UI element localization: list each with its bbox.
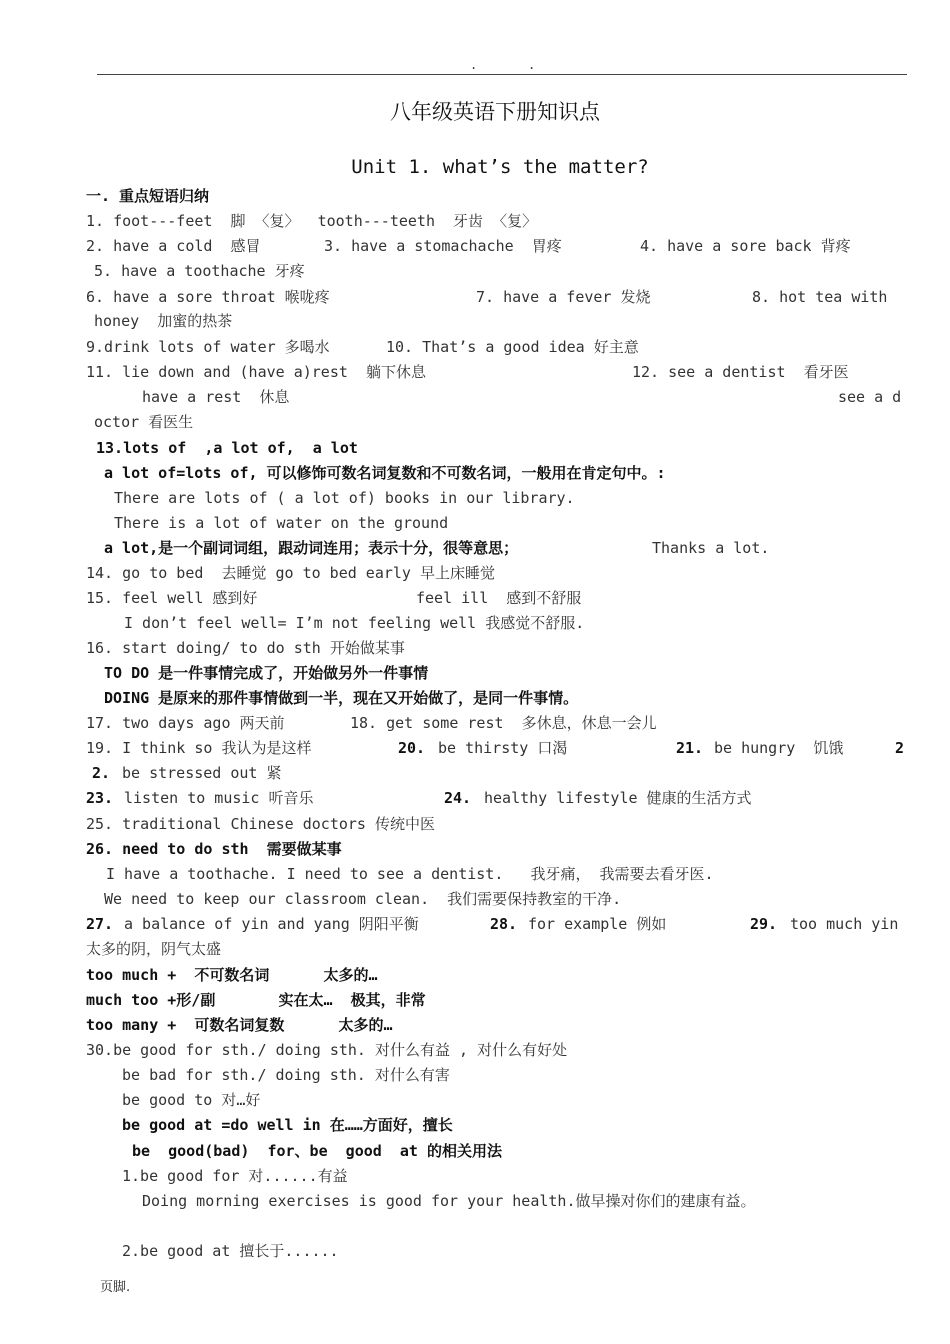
example-sentence: I have a toothache. I need to see a dentist. 我牙痛， 我需要去看牙医. — [106, 865, 714, 883]
item-number: 24. — [444, 789, 472, 807]
example-sentence: Thanks a lot. — [652, 539, 770, 557]
item-number: 21. — [676, 739, 704, 757]
phrase-item: 15. feel well 感到好 — [86, 589, 258, 607]
header-rule — [97, 74, 907, 75]
phrase-item: 6. have a sore throat 喉咙疼 — [86, 288, 330, 306]
grammar-rule: much too +形/副 实在太… 极其，非常 — [86, 991, 426, 1009]
phrase-item: have a rest 休息 — [142, 388, 290, 406]
phrase-item: 19. I think so 我认为是这样 — [86, 739, 312, 757]
phrase-line: be good to 对…好 — [122, 1091, 261, 1109]
grammar-note: a lot,是一个副词词组，跟动词连用；表示十分，很等意思； — [104, 539, 519, 557]
phrase-item: 17. two days ago 两天前 — [86, 714, 285, 732]
item-number: 2. — [92, 764, 111, 782]
item-number: 29. — [750, 915, 778, 933]
phrase-line: be bad for sth./ doing sth. 对什么有害 — [122, 1066, 450, 1084]
phrase-item: healthy lifestyle 健康的生活方式 — [484, 789, 752, 807]
phrase-line: 25. traditional Chinese doctors 传统中医 — [86, 815, 435, 833]
phrase-item: 18. get some rest 多休息，休息一会儿 — [350, 714, 657, 732]
phrase-item: 8. hot tea with — [752, 288, 888, 306]
phrase-line: 16. start doing/ to do sth 开始做某事 — [86, 639, 405, 657]
usage-item: 2.be good at 擅长于...... — [122, 1242, 339, 1260]
item-number: 27. — [86, 915, 114, 933]
item-number: 2 — [895, 739, 905, 757]
grammar-rule: too many + 可数名词复数 太多的… — [86, 1016, 393, 1034]
item-number: 28. — [490, 915, 518, 933]
item-number: 23. — [86, 789, 114, 807]
phrase-item: a balance of yin and yang 阴阳平衡 — [124, 915, 419, 933]
phrase-item: be hungry 饥饿 — [714, 739, 844, 757]
phrase-heading: 13.lots of ,a lot of, a lot — [96, 439, 358, 457]
header-mark-left: . — [470, 58, 478, 72]
page-footer: 页脚. — [100, 1280, 131, 1295]
phrase-item: 3. have a stomachache 胃疼 — [324, 237, 562, 255]
section-heading: 一. 重点短语归纳 — [86, 187, 210, 205]
phrase-line: 5. have a toothache 牙疼 — [94, 262, 305, 280]
example-sentence: There is a lot of water on the ground — [114, 514, 449, 532]
phrase-line: octor 看医生 — [94, 413, 194, 431]
grammar-note: a lot of=lots of, 可以修饰可数名词复数和不可数名词，一般用在肯定句中。: — [104, 464, 666, 482]
example-sentence: There are lots of ( a lot of) books in our library. — [114, 489, 575, 507]
phrase-line: 1. foot---feet 脚 〈复〉 tooth---teeth 牙齿 〈复〉 — [86, 212, 538, 230]
phrase-item: 7. have a fever 发烧 — [476, 288, 651, 306]
header-mark-right: . — [528, 58, 536, 72]
usage-heading: be good(bad) for、be good at 的相关用法 — [132, 1142, 502, 1160]
item-number: 20. — [398, 739, 426, 757]
phrase-item: 4. have a sore back 背疼 — [640, 237, 851, 255]
phrase-item: for example 例如 — [528, 915, 667, 933]
unit-title: Unit 1. what’s the matter? — [351, 156, 649, 178]
example-sentence: Doing morning exercises is good for your health.做早操对你们的建康有益。 — [142, 1192, 756, 1210]
grammar-note: DOING 是原来的那件事情做到一半，现在又开始做了，是同一件事情。 — [104, 689, 579, 707]
phrase-item: 11. lie down and (have a)rest 躺下休息 — [86, 363, 426, 381]
phrase-item: 2. have a cold 感冒 — [86, 237, 261, 255]
phrase-item: feel ill 感到不舒服 — [416, 589, 582, 607]
example-sentence: I don’t feel well= I’m not feeling well 我感觉不舒服. — [124, 614, 585, 632]
phrase-line: honey 加蜜的热茶 — [94, 312, 233, 330]
example-sentence: We need to keep our classroom clean. 我们需要保持教室的干净. — [104, 890, 622, 908]
phrase-item: too much yin — [790, 915, 899, 933]
phrase-item: listen to music 听音乐 — [124, 789, 314, 807]
usage-item: 1.be good for 对......有益 — [122, 1167, 348, 1185]
phrase-line: 30.be good for sth./ doing sth. 对什么有益 , 对什么有好处 — [86, 1041, 568, 1059]
grammar-rule: too much + 不可数名词 太多的… — [86, 966, 378, 984]
grammar-note: TO DO 是一件事情完成了，开始做另外一件事情 — [104, 664, 429, 682]
phrase-item: 9.drink lots of water 多喝水 — [86, 338, 330, 356]
phrase-item: be thirsty 口渴 — [438, 739, 568, 757]
page-title: 八年级英语下册知识点 — [390, 100, 600, 124]
phrase-item: 10. That’s a good idea 好主意 — [386, 338, 639, 356]
phrase-item: be stressed out 紧 — [122, 764, 282, 782]
phrase-line: 太多的阴，阴气太盛 — [86, 940, 222, 958]
grammar-rule: be good at =do well in 在……方面好，擅长 — [122, 1116, 453, 1134]
phrase-item: see a d — [838, 388, 902, 406]
phrase-heading: 26. need to do sth 需要做某事 — [86, 840, 342, 858]
phrase-line: 14. go to bed 去睡觉 go to bed early 早上床睡觉 — [86, 564, 495, 582]
phrase-item: 12. see a dentist 看牙医 — [632, 363, 849, 381]
